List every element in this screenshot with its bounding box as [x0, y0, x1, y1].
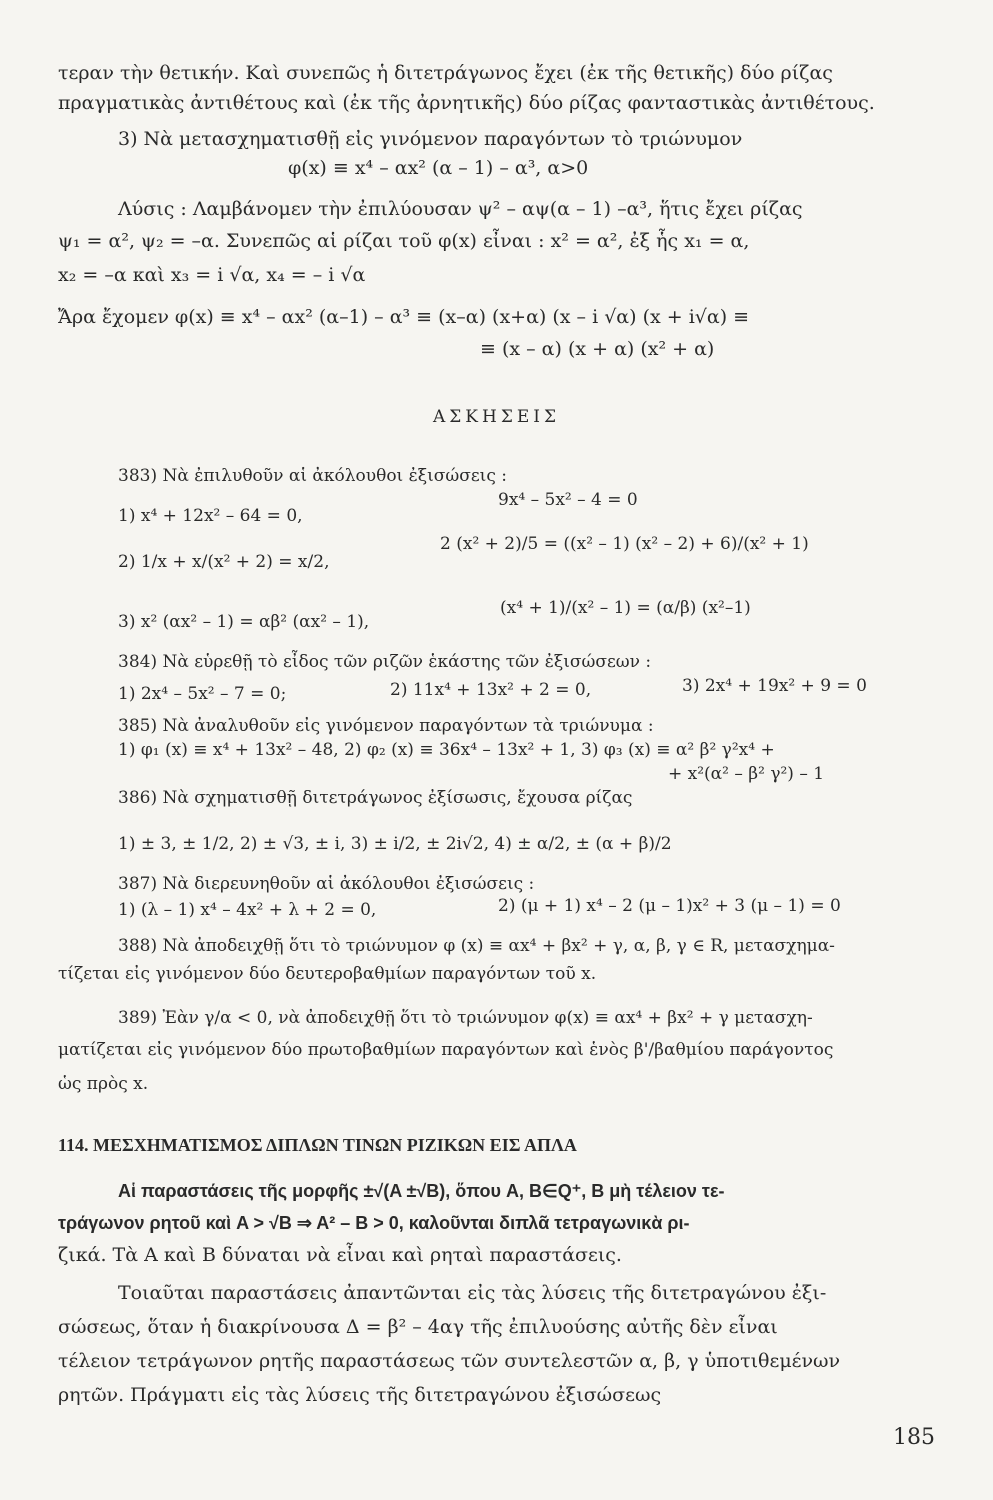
exercise-388: 388) Νὰ ἀποδειχθῇ ὅτι τὸ τριώνυμον φ (x) ≡ αx⁴ + βx² + γ, α, β, γ ∈ R, μετασχημα- — [118, 936, 835, 956]
section-heading-114: 114. ΜΕΣΧΗΜΑΤΙΣΜΟΣ ΔΙΠΛΩΝ ΤΙΝΩΝ ΡΙΖΙΚΩΝ ΕΙΣ ΑΠΛΑ — [58, 1135, 577, 1155]
exercise-385: 385) Νὰ ἀναλυθοῦν εἰς γινόμενον παραγόντων τὰ τριώνυμα : — [118, 716, 654, 736]
equation: 1) ± 3, ± 1/2, 2) ± √3, ± i, 3) ± i/2, ± 2i√2, 4) ± α/2, ± (α + β)/2 — [118, 834, 672, 854]
equation: 2 (x² + 2)/5 = ((x² – 1) (x² – 2) + 6)/(x² + 1) — [440, 534, 809, 554]
text-line: ματίζεται εἰς γινόμενον δύο πρωτοβαθμίων παραγόντων καὶ ἑνὸς β'/βαθμίου παράγοντος — [58, 1040, 834, 1060]
page-number: 185 — [893, 1425, 935, 1450]
equation: + x²(α² – β² γ²) – 1 — [668, 764, 825, 784]
text-line: πραγματικὰς ἀντιθέτους καὶ (ἐκ τῆς ἀρνητικῆς) δύο ρίζας φανταστικὰς ἀντιθέτους. — [58, 92, 875, 114]
equation: 1) (λ – 1) x⁴ – 4x² + λ + 2 = 0, — [118, 900, 377, 920]
text-line: ψ₁ = α², ψ₂ = –α. Συνεπῶς αἱ ρίζαι τοῦ φ(x) εἶναι : x² = α², ἐξ ἧς x₁ = α, — [58, 230, 750, 252]
exercise-386: 386) Νὰ σχηματισθῇ διτετράγωνος ἐξίσωσις, ἔχουσα ρίζας — [118, 788, 633, 808]
definition-line: Αἱ παραστάσεις τῆς μορφῆς ±√(A ±√B), ὅπου A, B∈Q⁺, B μὴ τέλειον τε- — [118, 1181, 725, 1201]
section-heading-exercises: ΑΣΚΗΣΕΙΣ — [433, 407, 560, 427]
text-line: τεραν τὴν θετικήν. Καὶ συνεπῶς ἡ διτετράγωνος ἔχει (ἐκ τῆς θετικῆς) δύο ρίζας — [58, 62, 833, 84]
text-line: x₂ = –α καὶ x₃ = i √α, x₄ = – i √α — [58, 264, 366, 286]
exercise-383: 383) Νὰ ἐπιλυθοῦν αἱ ἀκόλουθοι ἐξισώσεις : — [118, 466, 507, 486]
formula: φ(x) ≡ x⁴ – αx² (α – 1) – α³, α>0 — [288, 157, 589, 179]
text-line: 3) Νὰ μετασχηματισθῇ εἰς γινόμενον παραγόντων τὸ τριώνυμον — [118, 128, 743, 150]
equation: 9x⁴ – 5x² – 4 = 0 — [498, 490, 638, 510]
equation: 3) x² (αx² – 1) = αβ² (αx² – 1), — [118, 612, 370, 632]
equation: 1) 2x⁴ – 5x² – 7 = 0; — [118, 684, 287, 704]
text-line: τέλειον τετράγωνον ρητῆς παραστάσεως τῶν συντελεστῶν α, β, γ ὑποτιθεμένων — [58, 1350, 841, 1372]
equation: (x⁴ + 1)/(x² – 1) = (α/β) (x²–1) — [500, 598, 751, 618]
text-line: τίζεται εἰς γινόμενον δύο δευτεροβαθμίων παραγόντων τοῦ x. — [58, 964, 597, 984]
text-line: σώσεως, ὅταν ἡ διακρίνουσα Δ = β² – 4αγ τῆς ἐπιλυούσης αὐτῆς δὲν εἶναι — [58, 1316, 778, 1338]
solution-line: Λύσις : Λαμβάνομεν τὴν ἐπιλύουσαν ψ² – αψ(α – 1) –α³, ἥτις ἔχει ρίζας — [118, 198, 803, 220]
equation: 1) φ₁ (x) ≡ x⁴ + 13x² – 48, 2) φ₂ (x) ≡ 36x⁴ – 13x² + 1, 3) φ₃ (x) ≡ α² β² γ²x⁴ + — [118, 740, 775, 760]
text-line: ρητῶν. Πράγματι εἰς τὰς λύσεις τῆς διτετραγώνου ἐξισώσεως — [58, 1384, 662, 1406]
text-line: Τοιαῦται παραστάσεις ἀπαντῶνται εἰς τὰς λύσεις τῆς διτετραγώνου ἐξι- — [118, 1282, 827, 1304]
equation: 1) x⁴ + 12x² – 64 = 0, — [118, 506, 303, 526]
formula: ≡ (x – α) (x + α) (x² + α) — [480, 338, 715, 360]
exercise-387: 387) Νὰ διερευνηθοῦν αἱ ἀκόλουθοι ἐξισώσεις : — [118, 874, 535, 894]
exercise-384: 384) Νὰ εὑρεθῇ τὸ εἶδος τῶν ριζῶν ἑκάστης τῶν ἐξισώσεων : — [118, 652, 652, 672]
equation: 3) 2x⁴ + 19x² + 9 = 0 — [682, 676, 867, 696]
text-line: ζικά. Τὰ A καὶ B δύναται νὰ εἶναι καὶ ρηταὶ παραστάσεις. — [58, 1244, 622, 1266]
equation: 2) 11x⁴ + 13x² + 2 = 0, — [390, 680, 592, 700]
equation: 2) (μ + 1) x⁴ – 2 (μ – 1)x² + 3 (μ – 1) = 0 — [498, 896, 841, 916]
equation: 2) 1/x + x/(x² + 2) = x/2, — [118, 552, 330, 572]
exercise-389: 389) Ἐὰν γ/α < 0, νὰ ἀποδειχθῇ ὅτι τὸ τριώνυμον φ(x) ≡ αx⁴ + βx² + γ μετασχη- — [118, 1008, 813, 1028]
definition-line: τράγωνον ρητοῦ καὶ A > √B ⇒ A² – B > 0, καλοῦνται διπλᾶ τετραγωνικὰ ρι- — [58, 1213, 690, 1233]
text-line: ὡς πρὸς x. — [58, 1074, 149, 1094]
text-line: Ἄρα ἔχομεν φ(x) ≡ x⁴ – αx² (α–1) – α³ ≡ (x–α) (x+α) (x – i √α) (x + i√α) ≡ — [58, 306, 750, 328]
